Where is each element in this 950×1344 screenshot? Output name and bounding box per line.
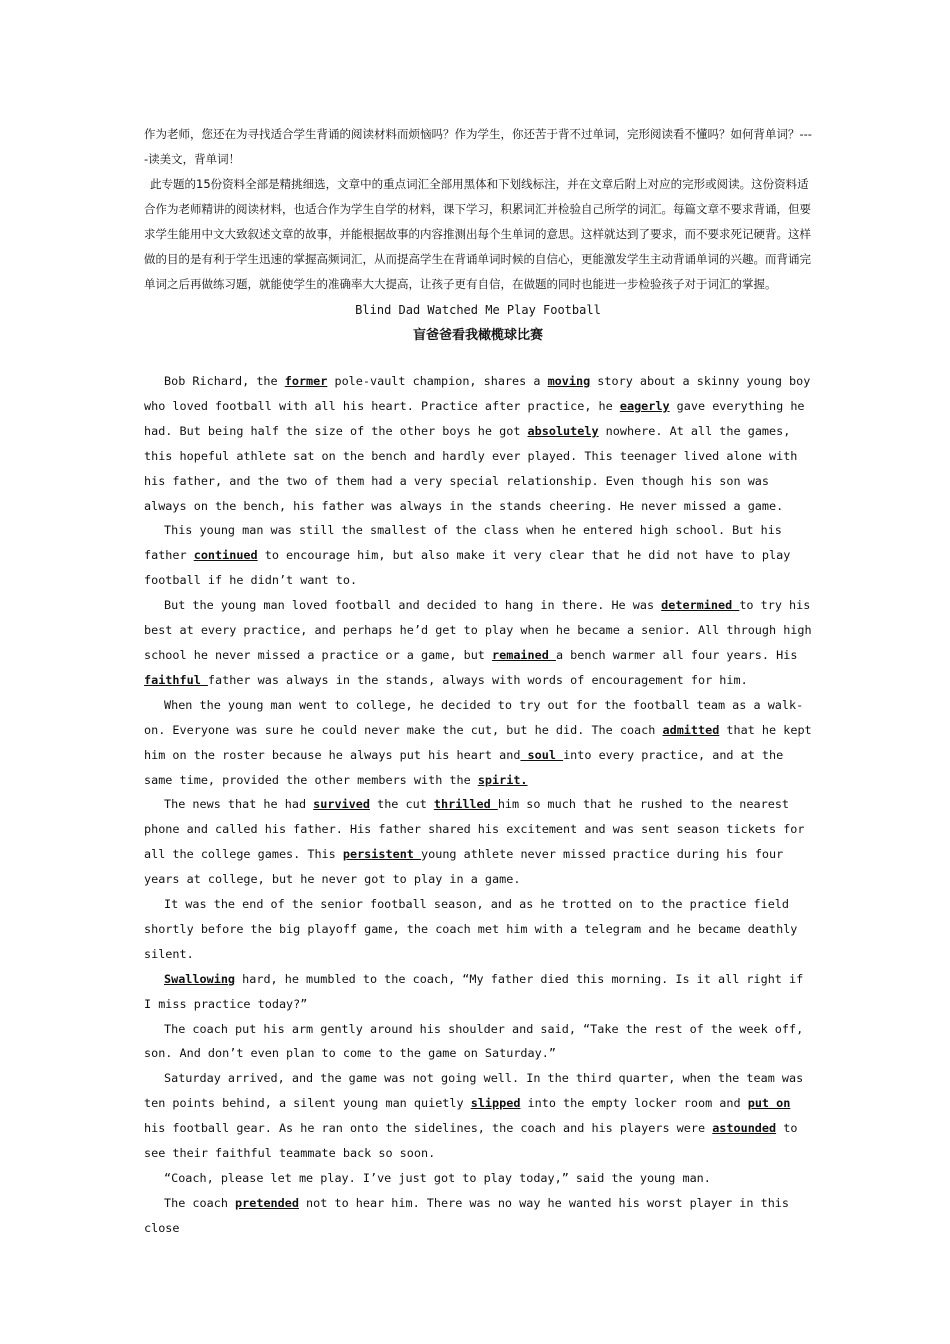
- article-text: to see their faithful teammate back so soon.: [144, 1121, 798, 1161]
- article-text: gave everything he had. But being half the size of the other boys he got: [144, 398, 805, 438]
- key-vocabulary-word: spirit.: [477, 772, 528, 787]
- article-paragraph: [144, 967, 812, 1017]
- key-vocabulary-word: pretended: [235, 1195, 299, 1210]
- key-vocabulary-word: astounded: [712, 1121, 777, 1136]
- article-paragraph: [144, 1017, 812, 1067]
- article-text: to try his best at every practice, and perhaps he’d get to play when he became a senior. All through high school he never missed a practice or a game, but: [144, 598, 812, 662]
- key-vocabulary-word: determined: [661, 598, 740, 613]
- article-title-chinese: 盲爸爸看我橄榄球比赛: [412, 328, 543, 343]
- key-vocabulary-word: slipped: [470, 1096, 521, 1111]
- key-vocabulary-word: survived: [313, 797, 370, 812]
- key-vocabulary-word: absolutely: [527, 423, 599, 438]
- article-text: This young man was still the smallest of the class when he entered high school. But his father: [144, 523, 782, 563]
- document-page: [144, 122, 812, 1241]
- article-text: But the young man loved football and decided to hang in there. He was: [164, 598, 662, 613]
- article-text: The coach put his arm gently around his shoulder and said, “Take the rest of the week off, son. And don’t even plan to come to the game on Saturday.”: [144, 1021, 804, 1061]
- key-vocabulary-word: faithful: [144, 672, 208, 687]
- article-text: nowhere. At all the games, this hopeful athlete sat on the bench and hardly ever played. This teenager lived alone with his father, and the two of them had a very special relationship. Even though his son was always on the bench, his father was always in the stands cheering. He never missed a game.: [144, 423, 798, 513]
- article-body: [144, 369, 812, 1241]
- key-vocabulary-word: admitted: [662, 722, 720, 737]
- article-paragraph: [144, 593, 812, 693]
- article-text: the cut: [369, 797, 434, 812]
- article-text: a bench warmer all four years. His: [555, 647, 798, 662]
- key-vocabulary-word: Swallowing: [164, 971, 236, 986]
- article-text: to encourage him, but also make it very clear that he did not have to play football if he didn’t want to.: [144, 548, 791, 588]
- article-paragraph: [144, 892, 812, 967]
- article-title-english: Blind Dad Watched Me Play Football: [355, 303, 601, 317]
- article-text: The news that he had: [164, 797, 314, 812]
- article-text: The coach: [164, 1195, 236, 1210]
- article-text: Bob Richard, the: [164, 374, 285, 388]
- article-paragraph: [144, 792, 812, 892]
- key-vocabulary-word: put on: [747, 1096, 791, 1111]
- key-vocabulary-word: thrilled: [433, 797, 498, 812]
- article-paragraph: [144, 369, 812, 518]
- key-vocabulary-word: continued: [193, 548, 258, 563]
- article-text: pole-vault champion, shares a: [327, 374, 548, 388]
- article-paragraph: [144, 518, 812, 593]
- article-text: When the young man went to college, he decided to try out for the football team as a walk-on. Everyone was sure he could never make the cut, but he did. The coach: [144, 697, 804, 737]
- article-text: into the empty locker room and: [520, 1096, 748, 1111]
- article-text: It was the end of the senior football season, and as he trotted on to the practice field shortly before the big playoff game, the coach met him with a telegram and he became deathly silent.: [144, 897, 798, 961]
- intro-paragraph-2: 此专题的15份资料全部是精挑细选，文章中的重点词汇全部用黑体和下划线标注，并在文章后附上对应的完形或阅读。这份资料适合作为老师精讲的阅读材料，也适合作为学生自学的材料，课下学习，积累词汇并检验自己所学的词汇。每篇文章不要求背诵，但要求学生能用中文大致叙述文章的故事，并能根据故事的内容推测出每个生单词的意思。这样就达到了要求，而不要求死记硬背。这样做的目的是有利于学生迅速的掌握高频词汇，从而提高学生在背诵单词时候的自信心，更能激发学生主动背诵单词的兴趣。而背诵完单词之后再做练习题，就能使学生的准确率大大提高，让孩子更有自信，在做题的同时也能进一步检验孩子对于词汇的掌握。: [144, 177, 811, 291]
- key-vocabulary-word: eagerly: [619, 398, 670, 413]
- article-text: that he kept him on the roster because he always put his heart and: [144, 722, 812, 762]
- article-paragraph: [144, 1166, 812, 1191]
- intro-paragraph-1: 作为老师，您还在为寻找适合学生背诵的阅读材料而烦恼吗？作为学生，你还苦于背不过单词，完形阅读看不懂吗？如何背单词？----读美文，背单词！: [144, 127, 812, 166]
- article-paragraph: [144, 693, 812, 793]
- key-vocabulary-word: remained: [492, 647, 556, 662]
- article-text: into every practice, and at the same time, provided the other members with the: [144, 747, 784, 787]
- article-text: Saturday arrived, and the game was not going well. In the third quarter, when the team was ten points behind, a silent young man quietly: [144, 1071, 804, 1111]
- article-text: “Coach, please let me play. I’ve just got to play today,” said the young man.: [164, 1171, 711, 1185]
- article-text: hard, he mumbled to the coach, “My father died this morning. Is it all right if I miss practice today?”: [144, 971, 804, 1011]
- article-text: his football gear. As he ran onto the sidelines, the coach and his players were: [144, 1121, 713, 1136]
- article-text: young athlete never missed practice during his four years at college, but he never got to play in a game.: [144, 847, 784, 887]
- key-vocabulary-word: persistent: [342, 847, 422, 862]
- article-text: father was always in the stands, always with words of encouragement for him.: [207, 672, 748, 687]
- key-vocabulary-word: former: [284, 374, 328, 388]
- article-text: story about a skinny young boy who loved football with all his heart. Practice after practice, he: [144, 374, 811, 413]
- article-text: not to hear him. There was no way he wanted his worst player in this close: [144, 1195, 790, 1235]
- article-paragraph: [144, 1066, 812, 1166]
- article-paragraph: [144, 1191, 812, 1241]
- key-vocabulary-word: moving: [547, 374, 591, 388]
- article-text: him so much that he rushed to the nearest phone and called his father. His father shared his excitement and was sent season tickets for all the college games. This: [144, 797, 805, 862]
- key-vocabulary-word: soul: [520, 747, 564, 762]
